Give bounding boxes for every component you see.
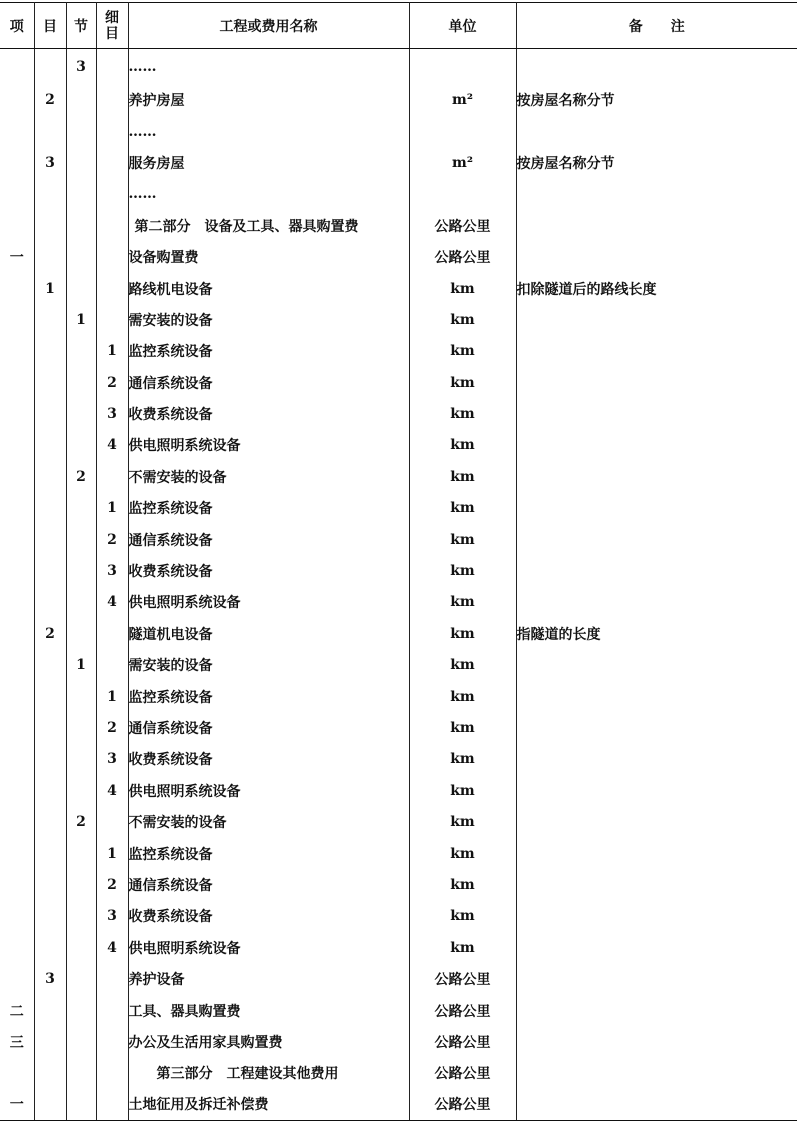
header-ximu: [96, 3, 128, 49]
cell-jie: [66, 367, 96, 398]
cell-name: 不需安装的设备: [128, 806, 409, 837]
cell-ximu: [96, 179, 128, 210]
cell-ximu: 4: [96, 932, 128, 963]
cell-mu: [34, 869, 66, 900]
table-body: [0, 49, 797, 1121]
table-row: [0, 901, 797, 932]
cell-mu: 3: [34, 963, 66, 994]
cell-mu: [34, 1058, 66, 1089]
cell-ximu: [96, 1026, 128, 1057]
cell-name: 需安装的设备: [128, 304, 409, 335]
cell-remark: [516, 304, 797, 335]
cell-mu: [34, 712, 66, 743]
cell-unit: km: [409, 367, 516, 398]
cell-remark: [516, 869, 797, 900]
cell-name: 路线机电设备: [128, 273, 409, 304]
cell-mu: [34, 995, 66, 1026]
cell-jie: [66, 963, 96, 994]
table-row: [0, 461, 797, 492]
cell-ximu: 2: [96, 524, 128, 555]
cell-ximu: 4: [96, 430, 128, 461]
cell-jie: [66, 555, 96, 586]
cell-name: 土地征用及拆迁补偿费: [128, 1089, 409, 1120]
cell-jie: [66, 932, 96, 963]
cell-unit: km: [409, 712, 516, 743]
cell-jie: [66, 744, 96, 775]
cell-unit: 公路公里: [409, 1026, 516, 1057]
cell-ximu: [96, 85, 128, 116]
cell-xiang: [0, 681, 34, 712]
table-row: [0, 1089, 797, 1120]
cell-remark: [516, 555, 797, 586]
cell-mu: [34, 179, 66, 210]
table-row: [0, 1058, 797, 1089]
cell-unit: km: [409, 273, 516, 304]
cell-xiang: 二: [0, 995, 34, 1026]
cell-remark: 指隧道的长度: [516, 618, 797, 649]
cell-mu: [34, 304, 66, 335]
cell-xiang: [0, 85, 34, 116]
cell-mu: [34, 838, 66, 869]
cell-jie: [66, 775, 96, 806]
cell-name: 供电照明系统设备: [128, 775, 409, 806]
cell-xiang: [0, 179, 34, 210]
cell-remark: [516, 398, 797, 429]
cell-unit: 公路公里: [409, 995, 516, 1026]
cell-ximu: [96, 49, 128, 85]
cell-xiang: [0, 555, 34, 586]
cell-remark: [516, 461, 797, 492]
cell-mu: [34, 430, 66, 461]
cell-jie: [66, 179, 96, 210]
cell-jie: 3: [66, 49, 96, 85]
cell-xiang: [0, 147, 34, 178]
table-row: [0, 587, 797, 618]
cell-xiang: [0, 1058, 34, 1089]
cell-name: 隧道机电设备: [128, 618, 409, 649]
cell-name: 通信系统设备: [128, 367, 409, 398]
cell-ximu: [96, 273, 128, 304]
cell-xiang: 一: [0, 1089, 34, 1120]
cell-ximu: [96, 147, 128, 178]
cell-unit: [409, 116, 516, 147]
table-row: [0, 555, 797, 586]
cell-unit: km: [409, 587, 516, 618]
cell-xiang: [0, 273, 34, 304]
table-row: [0, 210, 797, 241]
cell-xiang: [0, 838, 34, 869]
cell-ximu: 3: [96, 744, 128, 775]
cell-remark: [516, 775, 797, 806]
cell-mu: 3: [34, 147, 66, 178]
cell-name: 供电照明系统设备: [128, 587, 409, 618]
table-row: [0, 995, 797, 1026]
table-row: [0, 241, 797, 272]
cell-unit: km: [409, 555, 516, 586]
cell-jie: [66, 1058, 96, 1089]
cell-xiang: [0, 493, 34, 524]
cell-jie: [66, 712, 96, 743]
cell-name: 通信系统设备: [128, 524, 409, 555]
cell-remark: [516, 493, 797, 524]
cell-ximu: 1: [96, 493, 128, 524]
cell-jie: [66, 681, 96, 712]
table-row: [0, 1026, 797, 1057]
cell-remark: [516, 901, 797, 932]
table-row: [0, 681, 797, 712]
cell-name: 设备购置费: [128, 241, 409, 272]
table-row: [0, 775, 797, 806]
cell-mu: [34, 49, 66, 85]
cell-xiang: [0, 901, 34, 932]
cell-ximu: [96, 963, 128, 994]
cell-xiang: [0, 430, 34, 461]
cell-name: 收费系统设备: [128, 901, 409, 932]
cell-name: 第三部分 工程建设其他费用: [128, 1058, 409, 1089]
cell-unit: 公路公里: [409, 1089, 516, 1120]
cell-xiang: [0, 744, 34, 775]
cell-xiang: [0, 398, 34, 429]
cell-jie: [66, 85, 96, 116]
cell-xiang: [0, 712, 34, 743]
cell-remark: 按房屋名称分节: [516, 147, 797, 178]
cell-ximu: [96, 1089, 128, 1120]
cell-ximu: 1: [96, 838, 128, 869]
header-ximu-label: 细目: [105, 9, 119, 42]
cell-ximu: [96, 650, 128, 681]
table-row: [0, 179, 797, 210]
table-row: [0, 524, 797, 555]
table-row: [0, 85, 797, 116]
cell-remark: 按房屋名称分节: [516, 85, 797, 116]
cell-ximu: 2: [96, 712, 128, 743]
cell-remark: [516, 241, 797, 272]
cell-xiang: [0, 304, 34, 335]
cell-jie: [66, 1026, 96, 1057]
cell-jie: [66, 430, 96, 461]
cell-ximu: 4: [96, 587, 128, 618]
cell-unit: 公路公里: [409, 1058, 516, 1089]
cell-remark: [516, 681, 797, 712]
cell-mu: [34, 398, 66, 429]
table-row: [0, 712, 797, 743]
cell-mu: [34, 932, 66, 963]
cell-unit: km: [409, 775, 516, 806]
cell-mu: [34, 461, 66, 492]
cell-xiang: [0, 806, 34, 837]
cell-ximu: 3: [96, 901, 128, 932]
cell-jie: [66, 336, 96, 367]
cell-jie: 1: [66, 304, 96, 335]
cell-name: 不需安装的设备: [128, 461, 409, 492]
table-row: [0, 650, 797, 681]
cell-unit: km: [409, 461, 516, 492]
table-row: [0, 430, 797, 461]
table-row: [0, 116, 797, 147]
table-row: [0, 147, 797, 178]
header-remark: 备 注: [516, 3, 797, 49]
cell-unit: km: [409, 430, 516, 461]
cell-remark: [516, 179, 797, 210]
cell-remark: [516, 744, 797, 775]
cell-name: 收费系统设备: [128, 398, 409, 429]
cell-name: 监控系统设备: [128, 681, 409, 712]
cell-unit: km: [409, 493, 516, 524]
cell-ximu: [96, 241, 128, 272]
cell-name: ……: [128, 116, 409, 147]
cell-ximu: [96, 806, 128, 837]
cell-jie: [66, 618, 96, 649]
cell-mu: [34, 806, 66, 837]
table-row: [0, 336, 797, 367]
cell-unit: [409, 49, 516, 85]
cell-unit: km: [409, 901, 516, 932]
cell-name: 办公及生活用家具购置费: [128, 1026, 409, 1057]
cell-remark: [516, 932, 797, 963]
cell-mu: [34, 241, 66, 272]
cell-xiang: 一: [0, 241, 34, 272]
cell-xiang: 三: [0, 1026, 34, 1057]
header-mu: 目: [34, 3, 66, 49]
cell-jie: [66, 147, 96, 178]
cell-remark: [516, 995, 797, 1026]
cell-jie: [66, 116, 96, 147]
cell-remark: [516, 210, 797, 241]
cell-jie: [66, 398, 96, 429]
cell-unit: km: [409, 932, 516, 963]
header-name: 工程或费用名称: [128, 3, 409, 49]
cell-unit: km: [409, 838, 516, 869]
cell-unit: km: [409, 524, 516, 555]
cell-unit: km: [409, 681, 516, 712]
cell-mu: [34, 901, 66, 932]
cell-mu: [34, 336, 66, 367]
cell-remark: [516, 1089, 797, 1120]
cell-remark: [516, 963, 797, 994]
cell-jie: [66, 493, 96, 524]
cell-jie: [66, 995, 96, 1026]
cost-item-table: [0, 2, 797, 1121]
cell-name: 监控系统设备: [128, 493, 409, 524]
table-row: [0, 963, 797, 994]
cell-xiang: [0, 650, 34, 681]
cell-jie: 2: [66, 806, 96, 837]
cell-name: 需安装的设备: [128, 650, 409, 681]
cell-unit: km: [409, 304, 516, 335]
cell-ximu: [96, 618, 128, 649]
cell-xiang: [0, 116, 34, 147]
cell-remark: [516, 336, 797, 367]
cell-ximu: 3: [96, 555, 128, 586]
cell-name: 监控系统设备: [128, 838, 409, 869]
cell-xiang: [0, 461, 34, 492]
table-row: [0, 932, 797, 963]
cell-jie: [66, 838, 96, 869]
cell-xiang: [0, 336, 34, 367]
table-row: [0, 869, 797, 900]
cell-xiang: [0, 49, 34, 85]
cell-ximu: 4: [96, 775, 128, 806]
table-row: [0, 744, 797, 775]
cell-jie: [66, 1089, 96, 1120]
table-row: [0, 49, 797, 85]
cell-remark: [516, 430, 797, 461]
cell-unit: km: [409, 336, 516, 367]
cell-jie: [66, 524, 96, 555]
cell-mu: [34, 1089, 66, 1120]
cell-remark: [516, 712, 797, 743]
table-row: [0, 398, 797, 429]
cell-unit: 公路公里: [409, 963, 516, 994]
cell-jie: [66, 587, 96, 618]
cell-name: 第二部分 设备及工具、器具购置费: [128, 210, 409, 241]
cell-remark: [516, 587, 797, 618]
cell-xiang: [0, 932, 34, 963]
cell-ximu: 3: [96, 398, 128, 429]
cell-unit: km: [409, 744, 516, 775]
cell-xiang: [0, 587, 34, 618]
cell-name: 工具、器具购置费: [128, 995, 409, 1026]
table-row: [0, 493, 797, 524]
cell-name: 通信系统设备: [128, 869, 409, 900]
cell-mu: [34, 1026, 66, 1057]
cell-jie: [66, 869, 96, 900]
cell-name: 养护房屋: [128, 85, 409, 116]
cell-jie: [66, 273, 96, 304]
cell-remark: [516, 806, 797, 837]
cell-unit: km: [409, 806, 516, 837]
cell-ximu: [96, 304, 128, 335]
cell-xiang: [0, 618, 34, 649]
cell-jie: [66, 241, 96, 272]
cell-unit: km: [409, 650, 516, 681]
cell-ximu: 2: [96, 367, 128, 398]
cell-jie: [66, 901, 96, 932]
cell-ximu: 1: [96, 681, 128, 712]
cell-remark: [516, 524, 797, 555]
cell-unit: km: [409, 869, 516, 900]
cell-name: 通信系统设备: [128, 712, 409, 743]
cell-mu: [34, 681, 66, 712]
cell-name: 收费系统设备: [128, 555, 409, 586]
cell-unit: m²: [409, 85, 516, 116]
cell-mu: [34, 775, 66, 806]
table-row: [0, 618, 797, 649]
cell-ximu: 2: [96, 869, 128, 900]
cell-ximu: [96, 461, 128, 492]
cell-remark: 扣除隧道后的路线长度: [516, 273, 797, 304]
cell-remark: [516, 116, 797, 147]
table-row: [0, 304, 797, 335]
cell-ximu: [96, 995, 128, 1026]
cell-unit: 公路公里: [409, 241, 516, 272]
cell-remark: [516, 367, 797, 398]
table-header: [0, 3, 797, 49]
table-row: [0, 838, 797, 869]
cell-ximu: 1: [96, 336, 128, 367]
cell-name: 供电照明系统设备: [128, 430, 409, 461]
cell-mu: 1: [34, 273, 66, 304]
cell-name: 收费系统设备: [128, 744, 409, 775]
cell-mu: [34, 555, 66, 586]
cell-remark: [516, 838, 797, 869]
cell-mu: 2: [34, 618, 66, 649]
cell-mu: [34, 744, 66, 775]
cell-xiang: [0, 869, 34, 900]
cell-xiang: [0, 367, 34, 398]
cell-mu: 2: [34, 85, 66, 116]
cell-remark: [516, 1058, 797, 1089]
cell-mu: [34, 367, 66, 398]
cell-unit: m²: [409, 147, 516, 178]
cell-xiang: [0, 210, 34, 241]
cell-unit: km: [409, 618, 516, 649]
cell-unit: [409, 179, 516, 210]
header-xiang: 项: [0, 3, 34, 49]
cell-name: 养护设备: [128, 963, 409, 994]
cell-remark: [516, 49, 797, 85]
cell-ximu: [96, 210, 128, 241]
cell-jie: 2: [66, 461, 96, 492]
cell-xiang: [0, 775, 34, 806]
cell-mu: [34, 650, 66, 681]
cell-unit: 公路公里: [409, 210, 516, 241]
table-row: [0, 367, 797, 398]
table-row: [0, 806, 797, 837]
cell-name: ……: [128, 179, 409, 210]
cell-xiang: [0, 524, 34, 555]
cell-xiang: [0, 963, 34, 994]
cell-mu: [34, 587, 66, 618]
cell-name: 监控系统设备: [128, 336, 409, 367]
cell-name: 供电照明系统设备: [128, 932, 409, 963]
cell-ximu: [96, 1058, 128, 1089]
header-unit: 单位: [409, 3, 516, 49]
table-row: [0, 273, 797, 304]
header-jie: 节: [66, 3, 96, 49]
cell-ximu: [96, 116, 128, 147]
cell-name: ……: [128, 49, 409, 85]
cell-remark: [516, 650, 797, 681]
cell-mu: [34, 210, 66, 241]
cell-unit: km: [409, 398, 516, 429]
cell-name: 服务房屋: [128, 147, 409, 178]
cell-mu: [34, 524, 66, 555]
cell-jie: [66, 210, 96, 241]
cell-mu: [34, 493, 66, 524]
cell-remark: [516, 1026, 797, 1057]
cell-mu: [34, 116, 66, 147]
cell-jie: 1: [66, 650, 96, 681]
